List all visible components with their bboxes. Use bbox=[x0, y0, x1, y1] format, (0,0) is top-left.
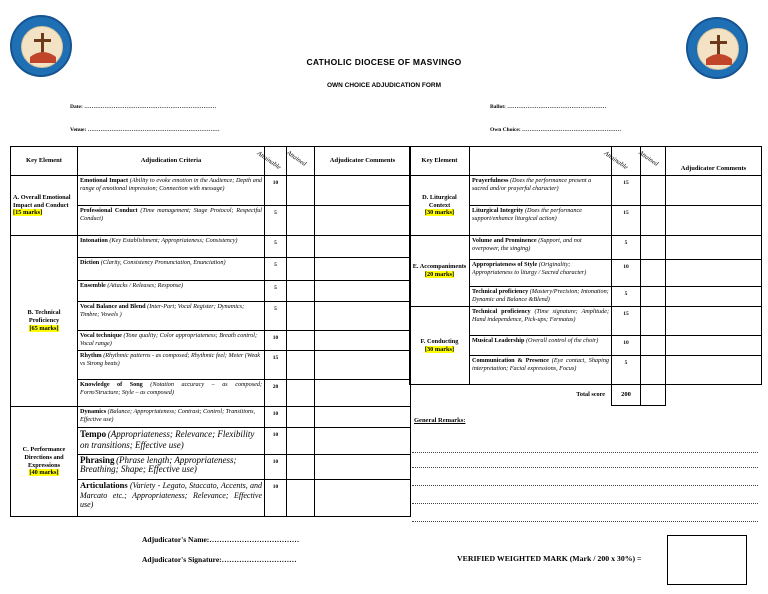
comments-input[interactable] bbox=[315, 236, 411, 258]
date-field[interactable]: Date: ……………………………………………………………… bbox=[70, 104, 217, 110]
criterion-vocal-technique: Vocal technique (Tone quality; Color appropriateness; Breath control; Vocal range) bbox=[78, 331, 265, 351]
total-spacer-right bbox=[666, 385, 762, 406]
attained-input[interactable] bbox=[287, 258, 315, 281]
attained-input[interactable] bbox=[641, 260, 666, 287]
attained-input[interactable] bbox=[641, 176, 666, 206]
attained-input[interactable] bbox=[287, 206, 315, 236]
points-articulations: 10 bbox=[265, 480, 287, 517]
total-score-label: Total score bbox=[576, 391, 605, 399]
criterion-intonation: Intonation (Key Establishment; Appropriateness; Consistency) bbox=[78, 236, 265, 258]
attained-input[interactable] bbox=[287, 380, 315, 407]
attained-input[interactable] bbox=[641, 307, 666, 336]
attained-input[interactable] bbox=[287, 331, 315, 351]
criterion-liturgical-integrity: Liturgical Integrity (Does the performance support/enhance liturgical action) bbox=[470, 206, 612, 236]
attained-input[interactable] bbox=[287, 428, 315, 455]
comments-input[interactable] bbox=[315, 206, 411, 236]
comments-input[interactable] bbox=[315, 176, 411, 206]
verified-weighted-mark-label: VERIFIED WEIGHTED MARK (Mark / 200 x 30%) = bbox=[457, 554, 642, 563]
comments-header: Adjudicator Comments bbox=[315, 147, 411, 176]
points-prayerfulness: 15 bbox=[612, 176, 641, 206]
criterion-communication-presence: Communication & Presence (Eye contact, Shaping interpretation; Facial expressions, Focus) bbox=[470, 356, 612, 385]
key-element-c: C. Performance Directions and Expressions [40 marks] bbox=[11, 407, 78, 517]
comments-input[interactable] bbox=[666, 236, 762, 260]
points-phrasing: 10 bbox=[265, 455, 287, 480]
remarks-line-1[interactable] bbox=[412, 452, 758, 453]
key-element-d: D. Liturgical Context [30 marks] bbox=[410, 176, 470, 236]
comments-input[interactable] bbox=[666, 176, 762, 206]
points-professional-conduct: 5 bbox=[265, 206, 287, 236]
adjudicator-signature-field[interactable]: Adjudicator's Signature:………………………… bbox=[142, 555, 297, 564]
criteria-header: Adjudication Criteria bbox=[78, 147, 265, 176]
criterion-appropriateness-style: Appropriateness of Style (Originality; Appropriateness to liturgy / Sacred character) bbox=[470, 260, 612, 287]
points-tempo: 10 bbox=[265, 428, 287, 455]
points-vocal-balance: 5 bbox=[265, 302, 287, 331]
attained-input[interactable] bbox=[287, 455, 315, 480]
key-element-e: E. Accompaniments [20 marks] bbox=[410, 236, 470, 307]
criterion-knowledge-of-song: Knowledge of Song (Notation accuracy – as composed; Form/Structure; Style – as composed) bbox=[78, 380, 265, 407]
remarks-line-2[interactable] bbox=[412, 467, 758, 468]
points-appropriateness-style: 10 bbox=[612, 260, 641, 287]
attainable-header: Attainable bbox=[265, 147, 287, 176]
venue-field[interactable]: Venue: ……………………………………………………………… bbox=[70, 127, 220, 133]
points-knowledge-of-song: 20 bbox=[265, 380, 287, 407]
diocese-logo-right bbox=[686, 17, 748, 79]
comments-input[interactable] bbox=[666, 307, 762, 336]
criterion-volume-prominence: Volume and Prominence (Support, and not overpower, the singing) bbox=[470, 236, 612, 260]
comments-input[interactable] bbox=[315, 281, 411, 302]
key-element-b: B. Technical Proficiency [65 marks] bbox=[11, 236, 78, 407]
attained-input[interactable] bbox=[287, 281, 315, 302]
criterion-prayerfulness: Prayerfulness (Does the performance present a sacred and/or prayerful character) bbox=[470, 176, 612, 206]
criteria-header-empty bbox=[470, 147, 612, 176]
comments-input[interactable] bbox=[315, 407, 411, 428]
criterion-ensemble: Ensemble (Attacks / Releases; Response) bbox=[78, 281, 265, 302]
comments-input[interactable] bbox=[315, 480, 411, 517]
attained-input[interactable] bbox=[641, 236, 666, 260]
verified-weighted-mark-box[interactable] bbox=[667, 535, 747, 585]
comments-input[interactable] bbox=[315, 428, 411, 455]
comments-input[interactable] bbox=[315, 455, 411, 480]
points-intonation: 5 bbox=[265, 236, 287, 258]
points-rhythm: 15 bbox=[265, 351, 287, 380]
total-spacer bbox=[410, 385, 470, 406]
criterion-rhythm: Rhythm (Rhythmic patterns - as composed; Rhythmic feel; Meter (Weak vs Strong beats) bbox=[78, 351, 265, 380]
points-accompaniment-technical-proficiency: 5 bbox=[612, 287, 641, 307]
ballot-field[interactable]: Ballot: ……………………………………………… bbox=[490, 104, 607, 110]
attained-input[interactable] bbox=[287, 302, 315, 331]
points-musical-leadership: 10 bbox=[612, 336, 641, 356]
adjudicator-name-field[interactable]: Adjudicator's Name:……………………………… bbox=[142, 535, 300, 544]
key-element-f: F. Conducting [30 marks] bbox=[410, 307, 470, 385]
remarks-line-4[interactable] bbox=[412, 503, 758, 504]
points-volume-prominence: 5 bbox=[612, 236, 641, 260]
points-diction: 5 bbox=[265, 258, 287, 281]
comments-header: Adjudicator Comments bbox=[666, 147, 762, 176]
criterion-articulations: Articulations (Variety - Legato, Staccato, Accents, and Marcato etc.; Appropriateness; Relevance; Effective use) bbox=[78, 480, 265, 517]
comments-input[interactable] bbox=[666, 206, 762, 236]
points-conducting-technical-proficiency: 15 bbox=[612, 307, 641, 336]
comments-input[interactable] bbox=[315, 351, 411, 380]
total-score-value: 200 bbox=[612, 385, 641, 406]
right-adjudication-table bbox=[409, 146, 762, 406]
comments-input[interactable] bbox=[315, 331, 411, 351]
comments-input[interactable] bbox=[315, 302, 411, 331]
attained-input[interactable] bbox=[287, 407, 315, 428]
attained-input[interactable] bbox=[287, 480, 315, 517]
points-ensemble: 5 bbox=[265, 281, 287, 302]
criterion-musical-leadership: Musical Leadership (Overall control of the choir) bbox=[470, 336, 612, 356]
comments-input[interactable] bbox=[666, 287, 762, 307]
points-vocal-technique: 10 bbox=[265, 331, 287, 351]
attained-header: Attained bbox=[641, 147, 666, 176]
criterion-dynamics: Dynamics (Balance; Appropriateness; Contrast; Control; Transitions, Effective use) bbox=[78, 407, 265, 428]
page-title: CATHOLIC DIOCESE OF MASVINGO bbox=[306, 57, 462, 67]
key-element-header: Key Element bbox=[11, 147, 78, 176]
criterion-accompaniment-technical-proficiency: Technical proficiency (Mastery/Precision; Intonation; Dynamic and Balance &Blend) bbox=[470, 287, 612, 307]
attained-input[interactable] bbox=[641, 206, 666, 236]
own-choice-field[interactable]: Own Choice: ……………………………………………… bbox=[490, 127, 622, 133]
criterion-vocal-balance: Vocal Balance and Blend (Inter-Part; Vocal Register; Dynamics; Timbre; Vowels ) bbox=[78, 302, 265, 331]
attained-input[interactable] bbox=[287, 236, 315, 258]
attained-input[interactable] bbox=[641, 287, 666, 307]
general-remarks-label: General Remarks: bbox=[414, 417, 466, 424]
comments-input[interactable] bbox=[666, 356, 762, 385]
remarks-line-5[interactable] bbox=[412, 521, 758, 522]
criterion-diction: Diction (Clarity, Consistency Pronunciation, Enunciation) bbox=[78, 258, 265, 281]
attained-input[interactable] bbox=[287, 351, 315, 380]
attained-input[interactable] bbox=[287, 176, 315, 206]
remarks-line-3[interactable] bbox=[412, 485, 758, 486]
form-subtitle: OWN CHOICE ADJUDICATION FORM bbox=[326, 82, 442, 89]
diocese-logo-left bbox=[10, 15, 72, 77]
criterion-tempo: Tempo (Appropriateness; Relevance; Flexibility on transitions; Effective use) bbox=[78, 428, 265, 455]
attained-header: Attained bbox=[287, 147, 315, 176]
points-liturgical-integrity: 15 bbox=[612, 206, 641, 236]
comments-input[interactable] bbox=[315, 380, 411, 407]
key-element-a: A. Overall Emotional Impact and Conduct [15 marks] bbox=[11, 176, 78, 236]
comments-input[interactable] bbox=[315, 258, 411, 281]
comments-input[interactable] bbox=[666, 336, 762, 356]
criterion-phrasing: Phrasing (Phrase length; Appropriateness; Breathing; Shape; Effective use) bbox=[78, 455, 265, 480]
criterion-conducting-technical-proficiency: Technical proficiency (Time signature; Amplitude; Hand independence, Pick-ups; Fermatas) bbox=[470, 307, 612, 336]
attained-input[interactable] bbox=[641, 356, 666, 385]
criterion-professional-conduct: Professional Conduct (Time management; Stage Protocol; Respectful Conduct) bbox=[78, 206, 265, 236]
points-communication-presence: 5 bbox=[612, 356, 641, 385]
attainable-header: Attainable bbox=[612, 147, 641, 176]
comments-input[interactable] bbox=[666, 260, 762, 287]
total-attained-input[interactable] bbox=[641, 385, 666, 406]
key-element-header: Key Element bbox=[410, 147, 470, 176]
points-emotional-impact: 10 bbox=[265, 176, 287, 206]
left-adjudication-table bbox=[10, 146, 411, 517]
points-dynamics: 10 bbox=[265, 407, 287, 428]
criterion-emotional-impact: Emotional Impact (Ability to evoke emotion in the Audience; Depth and range of emotional impression; Connection with message) bbox=[78, 176, 265, 206]
attained-input[interactable] bbox=[641, 336, 666, 356]
